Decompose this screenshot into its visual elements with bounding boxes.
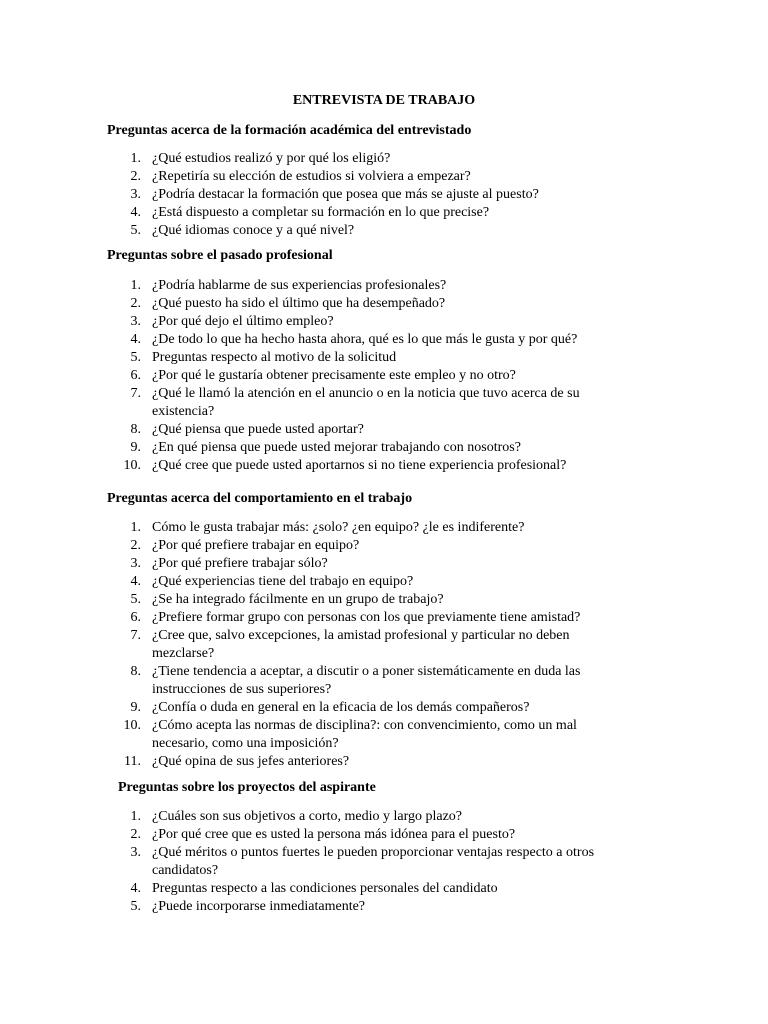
list-item bbox=[107, 591, 667, 609]
list-item-text: ¿Confía o duda en general en la eficacia de los demás compañeros? bbox=[152, 700, 530, 715]
list-item bbox=[107, 880, 667, 898]
list-item-number: 6. bbox=[130, 610, 141, 625]
list-item-number: 9. bbox=[130, 700, 141, 715]
list-item-number: 3. bbox=[130, 187, 141, 202]
list-item bbox=[107, 168, 667, 186]
list-item-number: 2. bbox=[130, 296, 141, 311]
list-item-number: 4. bbox=[130, 574, 141, 589]
list-item bbox=[107, 844, 667, 880]
list-item bbox=[107, 537, 667, 555]
list-item bbox=[107, 519, 667, 537]
list-item bbox=[107, 349, 667, 367]
list-item-number: 7. bbox=[130, 386, 141, 401]
list-item-text: ¿Qué le llamó la atención en el anuncio o en la noticia que tuvo acerca de su existencia? bbox=[152, 386, 580, 419]
list-item-number: 1. bbox=[130, 520, 141, 535]
list-item bbox=[107, 699, 667, 717]
list-item bbox=[107, 222, 667, 240]
list-item bbox=[107, 573, 667, 591]
list-item-number: 2. bbox=[130, 538, 141, 553]
list-item-number: 8. bbox=[130, 422, 141, 437]
list-item-number: 10. bbox=[123, 458, 141, 473]
list-item-number: 4. bbox=[130, 881, 141, 896]
list-item-number: 2. bbox=[130, 827, 141, 842]
list-item-number: 5. bbox=[130, 899, 141, 914]
list-item bbox=[107, 457, 667, 475]
list-item-text: ¿Qué cree que puede usted aportarnos si no tiene experiencia profesional? bbox=[152, 458, 567, 473]
list-item-text: ¿Por qué le gustaría obtener precisamente este empleo y no otro? bbox=[152, 368, 516, 383]
list-item-number: 4. bbox=[130, 205, 141, 220]
list-item-number: 5. bbox=[130, 350, 141, 365]
list-item-text: ¿Por qué prefiere trabajar sólo? bbox=[152, 556, 328, 571]
list-item-number: 3. bbox=[130, 845, 141, 860]
list-item-text: ¿Prefiere formar grupo con personas con los que previamente tiene amistad? bbox=[152, 610, 581, 625]
list-item bbox=[107, 367, 667, 385]
list-item-text: ¿Cómo acepta las normas de disciplina?: con convencimiento, como un mal necesario, como una imposición? bbox=[152, 718, 577, 751]
list-item-text: ¿Por qué prefiere trabajar en equipo? bbox=[152, 538, 360, 553]
question-list-proyectos bbox=[107, 808, 667, 916]
list-item-number: 1. bbox=[130, 809, 141, 824]
list-item bbox=[107, 439, 667, 457]
list-item-number: 1. bbox=[130, 151, 141, 166]
list-item bbox=[107, 609, 667, 627]
list-item-text: ¿Podría hablarme de sus experiencias profesionales? bbox=[152, 278, 447, 293]
list-item-text: ¿Por qué cree que es usted la persona más idónea para el puesto? bbox=[152, 827, 516, 842]
list-item bbox=[107, 295, 667, 313]
list-item bbox=[107, 717, 667, 753]
list-item bbox=[107, 313, 667, 331]
list-item-number: 7. bbox=[130, 628, 141, 643]
list-item-text: ¿Cuáles son sus objetivos a corto, medio y largo plazo? bbox=[152, 809, 463, 824]
list-item bbox=[107, 421, 667, 439]
question-list-pasado-profesional bbox=[107, 277, 667, 475]
list-item bbox=[107, 385, 667, 421]
list-item bbox=[107, 204, 667, 222]
list-item-number: 4. bbox=[130, 332, 141, 347]
list-item bbox=[107, 826, 667, 844]
section-heading-pasado-profesional: Preguntas sobre el pasado profesional bbox=[107, 248, 333, 263]
list-item-number: 11. bbox=[124, 754, 141, 769]
list-item-text: ¿Cree que, salvo excepciones, la amistad profesional y particular no deben mezclarse? bbox=[152, 628, 570, 661]
list-item-text: ¿Podría destacar la formación que posea que más se ajuste al puesto? bbox=[152, 187, 539, 202]
list-item-text: ¿Qué opina de sus jefes anteriores? bbox=[152, 754, 350, 769]
section-heading-proyectos: Preguntas sobre los proyectos del aspirante bbox=[118, 780, 376, 795]
list-item-number: 3. bbox=[130, 556, 141, 571]
list-item bbox=[107, 150, 667, 168]
section-heading-formacion: Preguntas acerca de la formación académica del entrevistado bbox=[107, 123, 472, 138]
list-item-number: 8. bbox=[130, 664, 141, 679]
list-item-text: ¿Puede incorporarse inmediatamente? bbox=[152, 899, 366, 914]
list-item-text: ¿Se ha integrado fácilmente en un grupo de trabajo? bbox=[152, 592, 444, 607]
list-item bbox=[107, 753, 667, 771]
list-item-text: ¿Qué méritos o puntos fuertes le pueden proporcionar ventajas respecto a otros candidatos? bbox=[152, 845, 595, 878]
list-item-text: ¿Qué experiencias tiene del trabajo en equipo? bbox=[152, 574, 414, 589]
list-item-text: ¿Qué idiomas conoce y a qué nivel? bbox=[152, 223, 355, 238]
list-item-number: 6. bbox=[130, 368, 141, 383]
list-item bbox=[107, 277, 667, 295]
list-item-number: 2. bbox=[130, 169, 141, 184]
list-item-text: ¿Qué piensa que puede usted aportar? bbox=[152, 422, 364, 437]
list-item bbox=[107, 898, 667, 916]
list-item-text: ¿Qué estudios realizó y por qué los eligió? bbox=[152, 151, 391, 166]
document-title: ENTREVISTA DE TRABAJO bbox=[292, 93, 476, 108]
list-item-number: 5. bbox=[130, 592, 141, 607]
question-list-comportamiento bbox=[107, 519, 667, 771]
list-item-text: Cómo le gusta trabajar más: ¿solo? ¿en equipo? ¿le es indiferente? bbox=[152, 520, 525, 535]
list-item bbox=[107, 808, 667, 826]
list-item-text: ¿Por qué dejo el último empleo? bbox=[152, 314, 334, 329]
list-item-number: 10. bbox=[123, 718, 141, 733]
list-item-number: 3. bbox=[130, 314, 141, 329]
section-heading-comportamiento: Preguntas acerca del comportamiento en el trabajo bbox=[107, 491, 413, 506]
list-item-text: ¿Está dispuesto a completar su formación en lo que precise? bbox=[152, 205, 490, 220]
list-item bbox=[107, 663, 667, 699]
question-list-formacion bbox=[107, 150, 667, 240]
list-item-text: Preguntas respecto al motivo de la solicitud bbox=[152, 350, 397, 365]
list-item-number: 9. bbox=[130, 440, 141, 455]
list-item-text: ¿Repetiría su elección de estudios si volviera a empezar? bbox=[152, 169, 471, 184]
list-item-number: 1. bbox=[130, 278, 141, 293]
list-item-text: Preguntas respecto a las condiciones personales del candidato bbox=[152, 881, 498, 896]
list-item-number: 5. bbox=[130, 223, 141, 238]
list-item-text: ¿En qué piensa que puede usted mejorar trabajando con nosotros? bbox=[152, 440, 521, 455]
list-item bbox=[107, 627, 667, 663]
list-item bbox=[107, 555, 667, 573]
list-item-text: ¿Tiene tendencia a aceptar, a discutir o a poner sistemáticamente en duda las instrucciones de sus superiores? bbox=[152, 664, 581, 697]
list-item-text: ¿De todo lo que ha hecho hasta ahora, qué es lo que más le gusta y por qué? bbox=[152, 332, 578, 347]
list-item-text: ¿Qué puesto ha sido el último que ha desempeñado? bbox=[152, 296, 446, 311]
list-item bbox=[107, 331, 667, 349]
list-item bbox=[107, 186, 667, 204]
